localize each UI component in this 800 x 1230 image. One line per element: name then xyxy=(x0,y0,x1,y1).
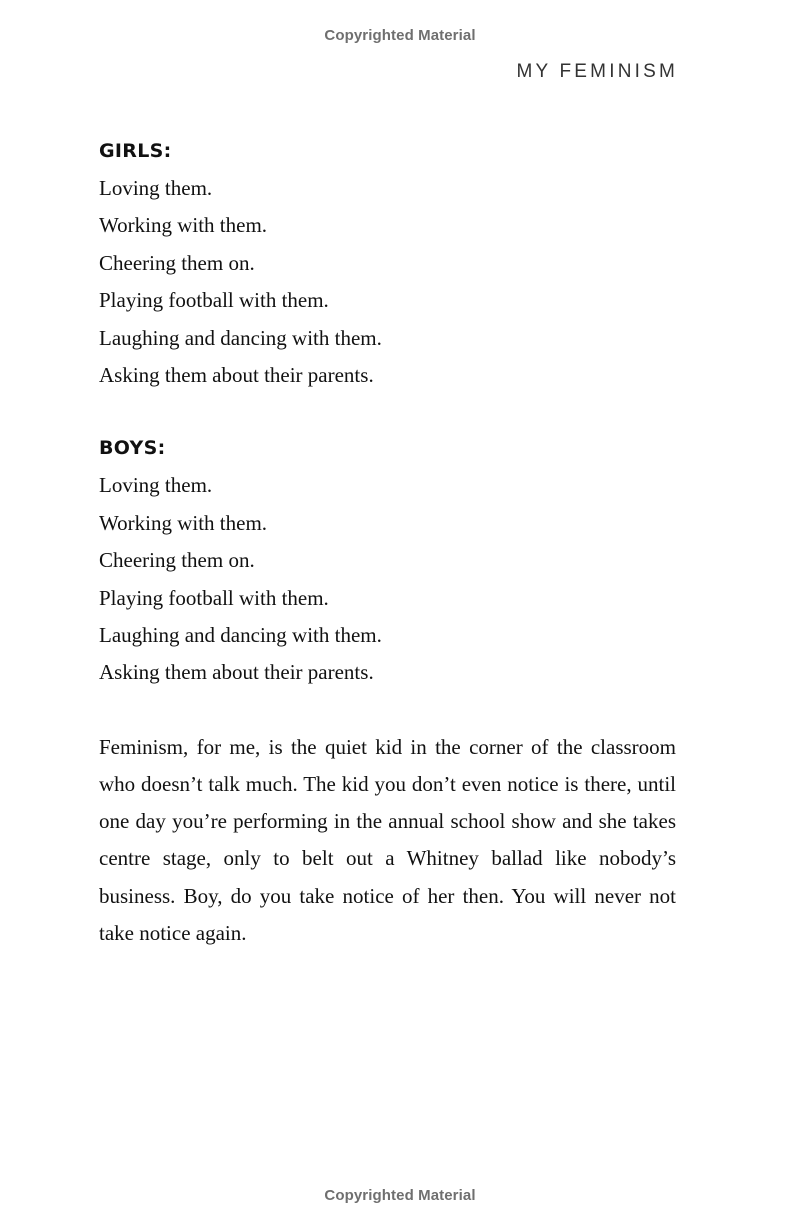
boys-section xyxy=(99,430,676,691)
list-item: Playing football with them. xyxy=(99,585,329,610)
list-item: Asking them about their parents. xyxy=(99,363,374,388)
list-item: Playing football with them. xyxy=(99,288,329,313)
list-item: Cheering them on. xyxy=(99,250,255,275)
section-heading: GIRLS: xyxy=(99,140,172,162)
section-heading: BOYS: xyxy=(99,437,166,460)
girls-section xyxy=(99,133,676,394)
copyright-watermark-bottom: Copyrighted Material xyxy=(324,1187,476,1204)
page-body xyxy=(99,133,676,952)
list-item: Loving them. xyxy=(99,473,213,498)
body-paragraph: Feminism, for me, is the quiet kid in the corner of the classroom who doesn’t talk much. The kid you don’t even notice is there, until one day you’re performing in the annual school show and she takes centre stage, only to belt out a Whitney ballad like nobody’s business. Boy, do you take notice of her then. You will never not take notice again. xyxy=(99,734,676,945)
list-item: Working with them. xyxy=(99,510,268,535)
list-item: Laughing and dancing with them. xyxy=(99,325,382,350)
list-item: Asking them about their parents. xyxy=(99,660,374,685)
list-item: Loving them. xyxy=(99,176,213,200)
copyright-watermark-top: Copyrighted Material xyxy=(324,27,476,44)
list-item: Cheering them on. xyxy=(99,548,255,573)
boys-line-list xyxy=(99,467,676,691)
running-head: MY FEMINISM xyxy=(516,61,678,82)
girls-line-list xyxy=(99,170,676,394)
list-item: Working with them. xyxy=(99,213,268,238)
list-item: Laughing and dancing with them. xyxy=(99,623,382,648)
